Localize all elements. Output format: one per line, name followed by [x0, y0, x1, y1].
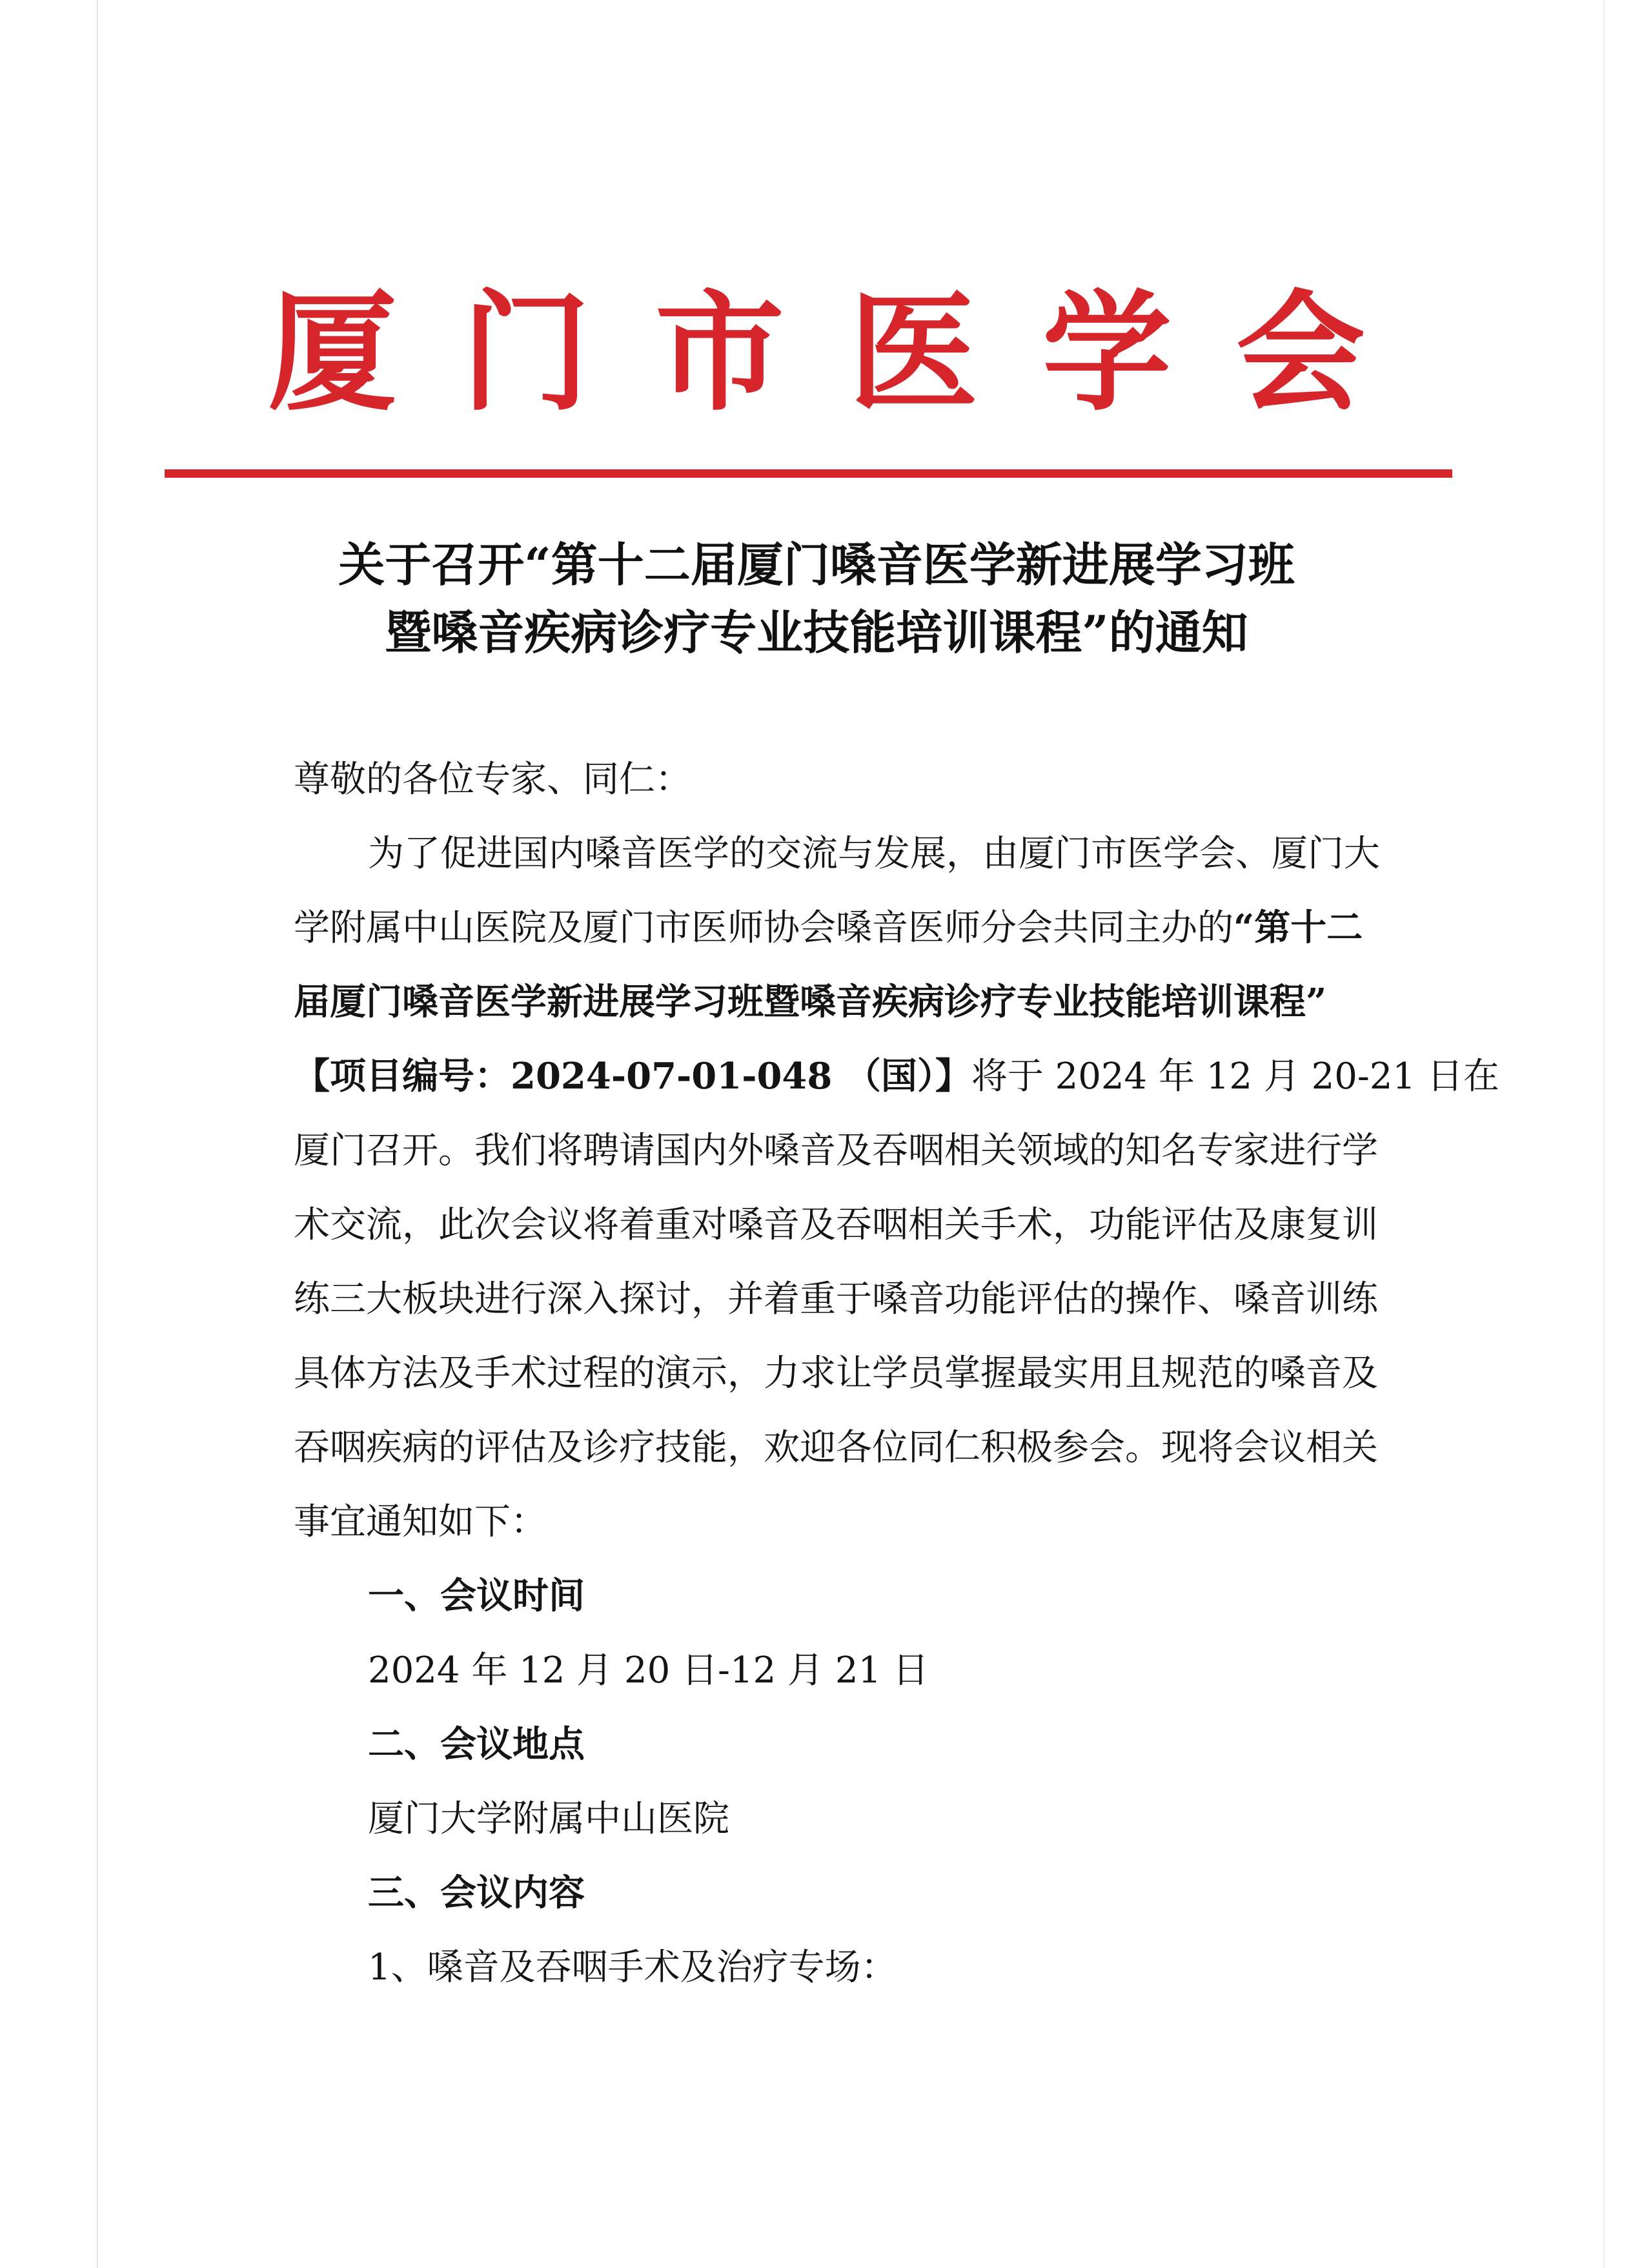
event-name-bold: “第十二 [1233, 906, 1363, 949]
letterhead-char: 会 [1235, 277, 1365, 429]
section-heading-time: 一、会议时间 [368, 1575, 585, 1617]
scan-edge-left [97, 0, 98, 2268]
intro-text: 将于 2024 年 12 月 20-21 日在 [971, 1056, 1499, 1098]
intro-text: 学附属中山医院及厦门市医师协会嗓音医师分会共同主办的 [294, 907, 1233, 949]
letterhead-char: 医 [848, 277, 978, 429]
section-heading-location: 二、会议地点 [368, 1723, 585, 1766]
scan-edge-right [1603, 0, 1605, 2268]
letterhead-org-name [268, 279, 1365, 427]
meeting-location: 厦门大学附属中山医院 [368, 1798, 729, 1840]
intro-line: 吞咽疾病的评估及诊疗技能，欢迎各位同仁积极参会。现将会议相关 [294, 1427, 1378, 1469]
intro-line [294, 891, 1363, 965]
letterhead-char: 门 [461, 277, 591, 429]
intro-line: 术交流，此次会议将着重对嗓音及吞咽相关手术，功能评估及康复训 [294, 1204, 1378, 1246]
event-name-bold: 届厦门嗓音医学新进展学习班暨嗓音疾病诊疗专业技能培训课程” [294, 981, 1327, 1023]
notice-body [294, 742, 1499, 2034]
intro-line [294, 1039, 1499, 1114]
meeting-time: 2024 年 12 月 20 日-12 月 21 日 [368, 1650, 929, 1691]
intro-line: 具体方法及手术过程的演示，力求让学员掌握最实用且规范的嗓音及 [294, 1353, 1378, 1395]
notice-title-line-2: 暨嗓音疾病诊疗专业技能培训课程”的通知 [385, 605, 1248, 660]
intro-line: 事宜通知如下： [294, 1501, 547, 1543]
content-item: 1、嗓音及吞咽手术及治疗专场： [368, 1946, 897, 1988]
greeting: 尊敬的各位专家、同仁： [294, 759, 691, 801]
letterhead-char: 厦 [268, 277, 398, 429]
notice-title-line-1: 关于召开“第十二届厦门嗓音医学新进展学习班 [338, 537, 1295, 592]
project-number: 【项目编号：2024-07-01-048 （国）】 [294, 1055, 971, 1098]
letterhead-char: 学 [1042, 277, 1172, 429]
letterhead-char: 市 [654, 277, 784, 429]
section-heading-content: 三、会议内容 [368, 1872, 585, 1914]
intro-line: 厦门召开。我们将聘请国内外嗓音及吞咽相关领域的知名专家进行学 [294, 1130, 1378, 1172]
intro-line: 练三大板块进行深入探讨，并着重于嗓音功能评估的操作、嗓音训练 [294, 1278, 1378, 1320]
letterhead-red-rule [165, 469, 1452, 478]
intro-line: 为了促进国内嗓音医学的交流与发展，由厦门市医学会、厦门大 [368, 833, 1380, 875]
